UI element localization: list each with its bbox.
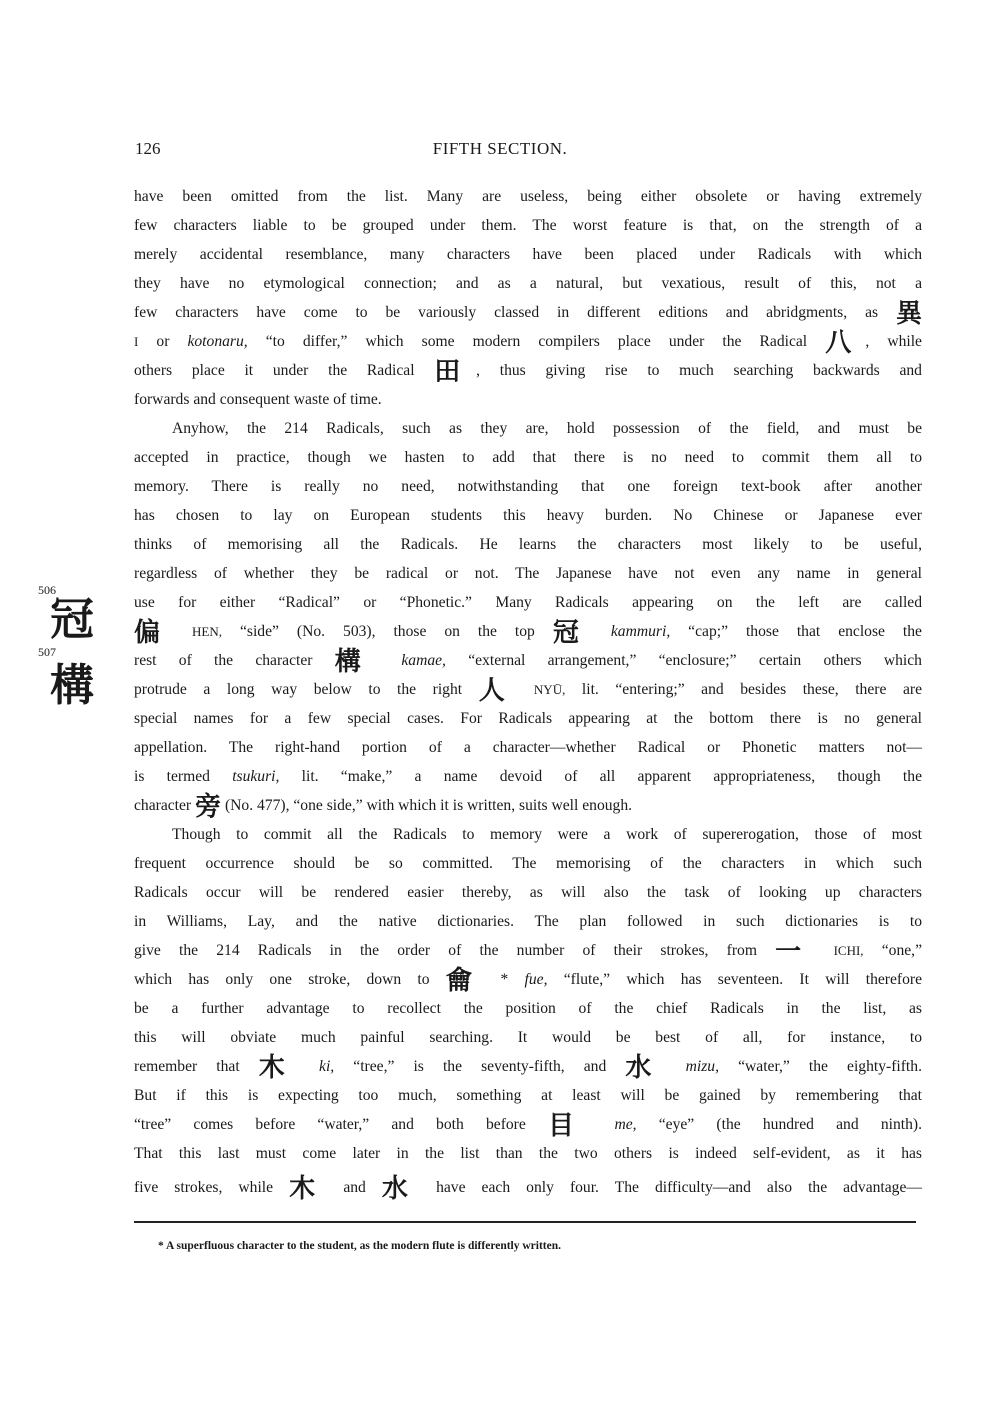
kanji-character: 龠 <box>445 966 485 996</box>
text-line <box>134 676 922 706</box>
text-run: “water,” the eighty-fifth. <box>719 1058 922 1075</box>
text-line <box>134 274 922 294</box>
footnote-rule <box>134 1221 916 1223</box>
text-run <box>517 681 534 698</box>
text-run: lit. “make,” a name devoid of all apparent appropriateness, though the <box>279 768 922 785</box>
romanized-term: ICHI, <box>833 943 864 958</box>
italic-term: me, <box>614 1116 637 1133</box>
text-run: merely accidental resemblance, many characters have been placed under Radicals with which <box>134 246 922 263</box>
text-run: * <box>484 971 525 988</box>
text-run: frequent occurrence should be so committed. The memorising of the characters in which such <box>134 855 922 872</box>
text-run: But if this is expecting too much, something at least will be gained by remembering that <box>134 1087 922 1104</box>
text-run: few characters liable to be grouped under them. The worst feature is that, on the strength of a <box>134 217 922 234</box>
kanji-character: 旁 <box>195 792 222 822</box>
kanji-character: 冠 <box>552 618 593 648</box>
kanji-character: 八 <box>825 328 866 358</box>
text-line <box>172 419 922 439</box>
text-run: special names for a few special cases. For Radicals appearing at the bottom there is no general <box>134 710 922 727</box>
margin-note-number: 507 <box>38 645 56 659</box>
kanji-character: 水 <box>381 1174 421 1204</box>
text-line <box>134 245 922 265</box>
text-line <box>134 299 922 329</box>
text-line <box>134 618 922 648</box>
text-line <box>134 883 922 903</box>
kanji-character: 異 <box>895 299 922 329</box>
text-line <box>134 937 922 967</box>
text-run: character <box>134 797 196 814</box>
kanji-character: 目 <box>547 1111 593 1141</box>
italic-term: tsukuri, <box>232 768 280 785</box>
text-run: Anyhow, the 214 Radicals, such as they are, hold possession of the field, and must be <box>172 420 922 437</box>
text-run: few characters have come to be variously classed in different editions and abridgments, as <box>134 304 896 321</box>
footnote: * A superfluous character to the student, as the modern flute is differently written. <box>158 1240 561 1252</box>
text-run: That this last must come later in the list than the two others is indeed self-evident, as it has <box>134 1145 922 1162</box>
text-run: Though to commit all the Radicals to memory were a work of supererogation, those of most <box>172 826 922 843</box>
text-line <box>134 477 922 497</box>
text-run: , while <box>865 333 922 350</box>
text-line <box>134 564 922 584</box>
margin-note-character: 冠 <box>50 594 94 645</box>
kanji-character: 構 <box>334 647 380 677</box>
text-run: remember that <box>134 1058 259 1075</box>
text-run: “cap;” those that enclose the <box>670 623 922 640</box>
text-run: or <box>138 333 188 350</box>
text-line <box>134 1111 922 1141</box>
text-run: “external arrangement,” “enclosure;” certain others which <box>445 652 922 669</box>
text-line <box>134 357 922 387</box>
text-line <box>134 854 922 874</box>
text-run: thinks of memorising all the Radicals. He learns the characters most likely to be useful, <box>134 536 922 553</box>
text-run: rest of the character <box>134 652 335 669</box>
text-run: “eye” (the hundred and ninth). <box>636 1116 922 1133</box>
text-run: Radicals occur will be rendered easier thereby, as will also the task of looking up characters <box>134 884 922 901</box>
text-run: forwards and consequent waste of time. <box>134 391 382 408</box>
text-run: , thus giving rise to much searching backwards and <box>476 362 922 379</box>
text-line <box>134 506 922 526</box>
text-run: have each only four. The difficulty—and also the advantage— <box>420 1179 922 1196</box>
kanji-character: 水 <box>625 1053 667 1083</box>
italic-term: mizu, <box>685 1058 719 1075</box>
text-line <box>134 593 922 613</box>
text-line <box>134 1053 922 1083</box>
italic-term: ki, <box>319 1058 335 1075</box>
text-line <box>172 825 922 845</box>
text-run: “flute,” which has seventeen. It will therefore <box>547 971 922 988</box>
romanized-term: NYŪ, <box>533 682 566 697</box>
romanized-term: I <box>134 334 139 349</box>
text-run: which has only one stroke, down to <box>134 971 446 988</box>
text-line <box>134 328 922 358</box>
text-line <box>134 448 922 468</box>
text-run: appellation. The right-hand portion of a character—whether Radical or Phonetic matters not— <box>134 739 922 756</box>
kanji-character: 一 <box>775 937 816 967</box>
text-line <box>134 187 922 207</box>
text-run <box>593 623 611 640</box>
italic-term: kammuri, <box>610 623 671 640</box>
text-line <box>134 647 922 677</box>
text-line <box>134 912 922 932</box>
text-run: memory. There is really no need, notwithstanding that one foreign text-book after another <box>134 478 922 495</box>
margin-note-number: 506 <box>38 583 56 597</box>
text-run: use for either “Radical” or “Phonetic.” Many Radicals appearing on the left are called <box>134 594 922 611</box>
italic-term: kotonaru, <box>187 333 248 350</box>
margin-note-character: 構 <box>50 660 94 711</box>
text-line <box>134 738 922 758</box>
text-run: “side” (No. 503), those on the top <box>222 623 553 640</box>
italic-term: kamae, <box>401 652 446 669</box>
kanji-character: 田 <box>434 357 477 387</box>
text-line <box>134 709 922 729</box>
kanji-character: 偏 <box>134 618 175 648</box>
text-run: “one,” <box>863 942 922 959</box>
page-number: 126 <box>135 139 161 158</box>
text-run: accepted in practice, though we hasten to add that there is no need to commit them all to <box>134 449 922 466</box>
text-run: lit. “entering;” and besides these, there are <box>565 681 922 698</box>
text-run: is termed <box>134 768 233 785</box>
text-run <box>592 1116 614 1133</box>
text-run <box>174 623 192 640</box>
romanized-term: HEN, <box>192 624 223 639</box>
text-run: five strokes, while <box>134 1179 290 1196</box>
text-line <box>134 1028 922 1048</box>
text-run: “to differ,” which some modern compilers place under the Radical <box>247 333 826 350</box>
italic-term: fue, <box>524 971 548 988</box>
text-run <box>815 942 833 959</box>
running-head: FIFTH SECTION. <box>432 139 568 158</box>
text-run: protrude a long way below to the right <box>134 681 479 698</box>
kanji-character: 木 <box>258 1053 300 1083</box>
text-line <box>134 999 922 1019</box>
text-run <box>300 1058 319 1075</box>
text-line <box>134 1086 922 1106</box>
kanji-character: 人 <box>478 676 518 706</box>
text-run: give the 214 Radicals in the order of the number of their strokes, from <box>134 942 776 959</box>
text-line <box>134 1174 922 1204</box>
text-run: regardless of whether they be radical or not. The Japanese have not even any name in general <box>134 565 922 582</box>
text-run: has chosen to lay on European students this heavy burden. No Chinese or Japanese ever <box>134 507 922 524</box>
text-run <box>379 652 401 669</box>
text-line <box>134 390 922 410</box>
text-run: in Williams, Lay, and the native dictionaries. The plan followed in such dictionaries is to <box>134 913 922 930</box>
text-line <box>134 792 922 822</box>
text-line <box>134 1144 922 1164</box>
text-run: they have no etymological connection; and as a natural, but vexatious, result of this, not a <box>134 275 922 292</box>
text-run: have been omitted from the list. Many are useless, being either obsolete or having extremely <box>134 188 922 205</box>
text-line <box>134 767 922 787</box>
text-run: be a further advantage to recollect the position of the chief Radicals in the list, as <box>134 1000 922 1017</box>
text-line <box>134 966 922 996</box>
text-run: others place it under the Radical <box>134 362 435 379</box>
text-run: “tree” comes before “water,” and both before <box>134 1116 548 1133</box>
text-run: “tree,” is the seventy-fifth, and <box>334 1058 626 1075</box>
text-run: (No. 477), “one side,” with which it is written, suits well enough. <box>221 797 633 814</box>
text-line <box>134 216 922 236</box>
text-line <box>134 535 922 555</box>
text-run <box>667 1058 686 1075</box>
kanji-character: 木 <box>289 1174 328 1204</box>
text-run: this will obviate much painful searching. It would be best of all, for instance, to <box>134 1029 922 1046</box>
text-run: and <box>327 1179 382 1196</box>
